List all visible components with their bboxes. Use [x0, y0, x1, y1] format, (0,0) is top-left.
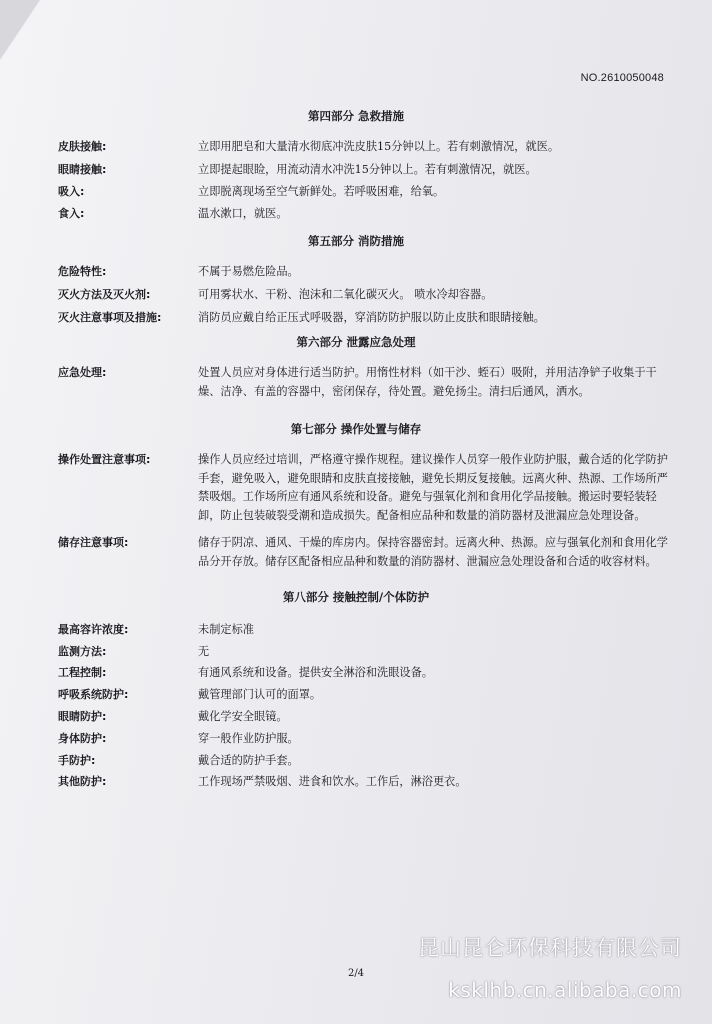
row-label: 储存注意事项: [58, 536, 129, 549]
section-4-title: 第四部分 急救措施 [307, 109, 404, 123]
row-value: 戴合适的防护手套。 [198, 754, 299, 767]
row-label: 工程控制: [58, 666, 107, 679]
watermark-site: ksklhb.cn.alibaba.com [448, 978, 682, 1002]
row-label: 其他防护: [58, 775, 107, 788]
row-label: 眼睛防护: [58, 710, 107, 723]
row-value: 处置人员应对身体进行适当防护。用惰性材料（如干沙、蛭石）吸附，并用洁净铲子收集于干燥、洁净、有盖的容器中，密闭保存，待处置。避免扬尘。清扫后通风，洒水。 [198, 366, 657, 398]
row-label: 灭火方法及灭火剂: [58, 288, 151, 301]
row-label: 食入: [58, 207, 85, 220]
row-label: 吸入: [58, 185, 85, 198]
section-8-title: 第八部分 接触控制/个体防护 [282, 590, 430, 604]
row-value: 储存于阴凉、通风、干燥的库房内。保持容器密封。远离火种、热源。应与强氧化剂和食用化学品分开存放。储存区配备相应品种和数量的消防器材、泄漏应急处理设备和合适的收容材料。 [198, 536, 668, 568]
section-6-title: 第六部分 泄露应急处理 [296, 335, 416, 349]
row-value: 温水漱口，就医。 [198, 207, 288, 220]
document-number: NO.2610050048 [580, 72, 664, 84]
row-value: 戴化学安全眼镜。 [198, 710, 288, 723]
row-label: 危险特性: [58, 265, 107, 278]
section-7-title: 第七部分 操作处置与储存 [290, 422, 422, 436]
row-value: 穿一般作业防护服。 [198, 732, 299, 745]
section-5-title: 第五部分 消防措施 [307, 234, 404, 248]
row-label: 操作处置注意事项: [58, 453, 151, 466]
page-fold [0, 0, 40, 60]
row-value: 无 [198, 645, 210, 658]
row-value: 消防员应戴自给正压式呼吸器，穿消防防护服以防止皮肤和眼睛接触。 [198, 311, 545, 324]
watermark-company: 昆山昆仑环保科技有限公司 [418, 936, 682, 960]
row-value: 工作现场严禁吸烟、进食和饮水。工作后，淋浴更衣。 [198, 775, 467, 788]
row-value: 立即脱离现场至空气新鲜处。若呼吸困难，给氧。 [198, 185, 445, 198]
row-label: 灭火注意事项及措施: [58, 311, 162, 324]
row-value: 操作人员应经过培训，严格遵守操作规程。建议操作人员穿一般作业防护服，戴合适的化学防护手套，避免吸入，避免眼睛和皮肤直接接触，避免长期反复接触。远离火种、热源、工作场所严禁吸烟。工作场所应有通风系统和设备。避免与强氧化剂和食用化学品接触。搬运时要轻装轻卸，防止包装破裂受潮和造成损失。配备相应品种和数量的消防器材及泄漏应急处理设备。 [198, 453, 668, 522]
row-label: 手防护: [58, 754, 96, 767]
row-value: 可用雾状水、干粉、泡沫和二氧化碳灭火。 喷水冷却容器。 [198, 288, 493, 301]
row-value: 立即用肥皂和大量清水彻底冲洗皮肤15分钟以上。若有刺激情况，就医。 [198, 140, 560, 153]
row-label: 监测方法: [58, 645, 107, 658]
row-label: 应急处理: [58, 366, 107, 379]
row-label: 皮肤接触: [58, 140, 107, 153]
row-value: 未制定标准 [198, 623, 254, 636]
row-label: 眼睛接触: [58, 163, 107, 176]
row-value: 立即提起眼睑，用流动清水冲洗15分钟以上。若有刺激情况，就医。 [198, 163, 537, 176]
page-number: 2/4 [347, 968, 365, 979]
row-value: 不属于易燃危险品。 [198, 265, 299, 278]
row-value: 戴管理部门认可的面罩。 [198, 688, 322, 701]
row-value: 有通风系统和设备。提供安全淋浴和洗眼设备。 [198, 666, 433, 679]
row-label: 呼吸系统防护: [58, 688, 129, 701]
row-label: 最高容许浓度: [58, 623, 129, 636]
row-label: 身体防护: [58, 732, 107, 745]
